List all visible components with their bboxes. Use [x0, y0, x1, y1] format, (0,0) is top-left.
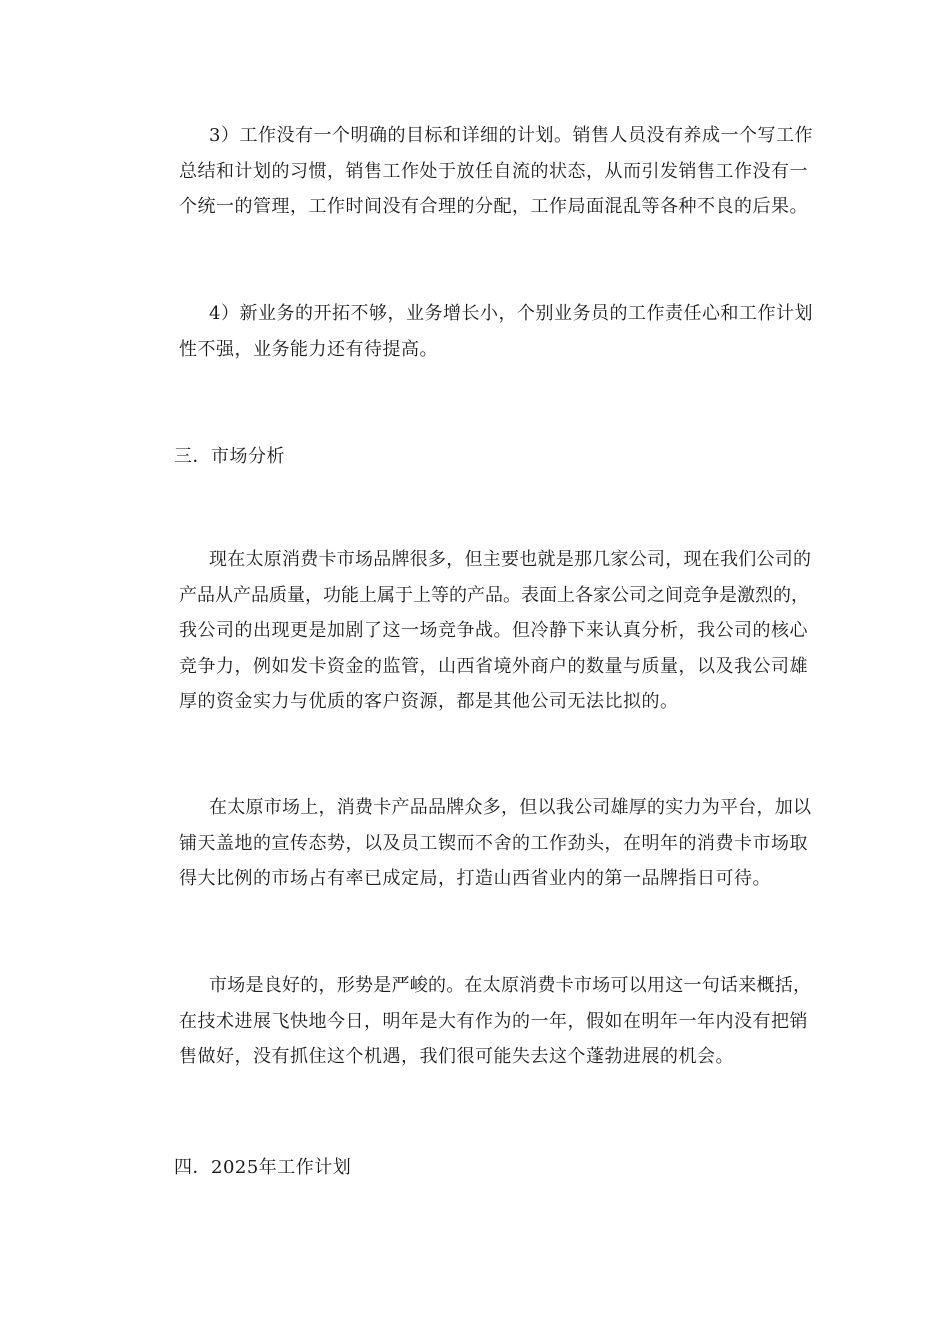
text-line: 总结和计划的习惯，销售工作处于放任自流的状态，从而引发销售工作没有一: [179, 160, 808, 182]
text-line: 性不强，业务能力还有待提高。: [179, 338, 438, 360]
text-line: 在技术进展飞快地今日，明年是大有作为的一年，假如在明年一年内没有把销: [179, 1010, 808, 1032]
section-heading-work-plan: 四．2025年工作计划: [174, 1157, 352, 1178]
section-heading-market-analysis: 三．市场分析: [174, 446, 285, 467]
text-line: 在太原市场上，消费卡产品品牌众多，但以我公司雄厚的实力为平台，加以: [209, 797, 812, 818]
paragraph-item-3: [143, 118, 813, 225]
paragraph-market-2: [143, 790, 813, 897]
paragraph-item-4: [143, 296, 813, 367]
text-line: 得大比例的市场占有率已成定局，打造山西省业内的第一品牌指日可待。: [179, 868, 771, 889]
paragraph-market-1: [143, 542, 813, 720]
text-line: 我公司的出现更是加剧了这一场竞争战。但冷静下来认真分析，我公司的核心: [179, 620, 808, 641]
text-line: 个统一的管理，工作时间没有合理的分配，工作局面混乱等各种不良的后果。: [179, 196, 808, 217]
text-line: 售做好，没有抓住这个机遇，我们很可能失去这个蓬勃进展的机会。: [179, 1046, 734, 1067]
text-line: 市场是良好的，形势是严峻的。在太原消费卡市场可以用这一句话来概括，: [209, 975, 812, 996]
paragraph-market-3: [143, 968, 813, 1075]
text-line: 3）工作没有一个明确的目标和详细的计划。销售人员没有养成一个写工作: [209, 125, 813, 146]
text-line: 4）新业务的开拓不够，业务增长小，个别业务员的工作责任心和工作计划: [209, 303, 813, 324]
text-line: 产品从产品质量，功能上属于上等的产品。表面上各家公司之间竞争是激烈的，: [179, 584, 809, 606]
text-line: 厚的资金实力与优质的客户资源，都是其他公司无法比拟的。: [179, 691, 679, 712]
text-line: 铺天盖地的宣传态势，以及员工锲而不舍的工作劲头，在明年的消费卡市场取: [179, 832, 808, 854]
text-line: 竞争力，例如发卡资金的监管，山西省境外商户的数量与质量，以及我公司雄: [179, 655, 808, 677]
text-line: 现在太原消费卡市场品牌很多，但主要也就是那几家公司，现在我们公司的: [209, 549, 812, 570]
